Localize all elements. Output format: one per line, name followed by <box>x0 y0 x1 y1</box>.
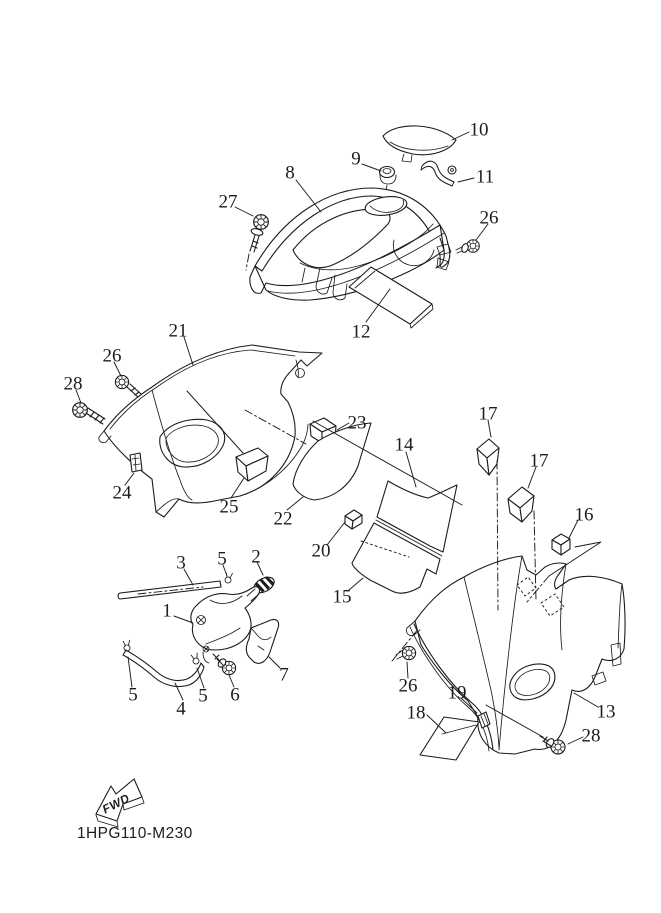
part-11-bracket <box>421 161 454 186</box>
callout-19: 19 <box>447 682 467 704</box>
callout-27: 27 <box>218 191 238 213</box>
part-17-damper-b <box>508 487 534 522</box>
part-16-damper <box>552 534 570 555</box>
fiche-code: 1HPG110-M230 <box>77 825 193 842</box>
callout-23: 23 <box>347 412 367 434</box>
part-20-clip <box>345 510 362 529</box>
fwd-arrow-label: FWD <box>100 790 133 817</box>
callout-8: 8 <box>285 162 295 184</box>
callout-20: 20 <box>311 540 331 562</box>
callout-3: 3 <box>176 552 186 574</box>
callout-17: 17 <box>478 403 498 425</box>
callout-21: 21 <box>168 320 188 342</box>
callout-6: 6 <box>230 684 240 706</box>
callout-25: 25 <box>219 496 239 518</box>
bolt-6 <box>213 654 236 675</box>
callout-17: 17 <box>529 450 549 472</box>
bolt-26-top <box>456 240 479 254</box>
callout-1: 1 <box>162 600 172 622</box>
callout-13: 13 <box>596 701 616 723</box>
callout-10: 10 <box>469 119 489 141</box>
callout-5: 5 <box>198 685 208 707</box>
callout-2: 2 <box>251 546 261 568</box>
callout-26: 26 <box>398 675 418 697</box>
part-10-cap <box>383 126 456 174</box>
callout-5: 5 <box>217 548 227 570</box>
part-5-clip-c <box>123 640 130 651</box>
callout-12: 12 <box>351 321 371 343</box>
part-17-damper-a <box>477 439 499 475</box>
callout-28: 28 <box>581 725 601 747</box>
callout-15: 15 <box>332 586 352 608</box>
fwd-arrow <box>96 779 144 827</box>
part-5-clip-a <box>224 572 232 583</box>
callout-5: 5 <box>128 684 138 706</box>
callout-26: 26 <box>479 207 499 229</box>
part-24-clip <box>130 453 142 472</box>
callout-7: 7 <box>279 664 289 686</box>
callout-4: 4 <box>176 698 186 720</box>
part-3-tube <box>118 581 221 599</box>
part-5-clip-b <box>191 653 200 665</box>
callout-26: 26 <box>102 345 122 367</box>
callout-11: 11 <box>475 166 495 188</box>
callout-24: 24 <box>112 482 132 504</box>
callout-18: 18 <box>406 702 426 724</box>
callout-16: 16 <box>574 504 594 526</box>
callout-14: 14 <box>394 434 414 456</box>
part-18-sheet <box>420 717 479 760</box>
callout-9: 9 <box>351 148 361 170</box>
part-22-sheet <box>293 423 371 500</box>
part-8-top-cover <box>250 188 451 300</box>
bolt-26-mid <box>115 375 141 397</box>
part-21-side-panel <box>99 345 322 517</box>
bolt-26-bottom <box>396 646 416 659</box>
callout-28: 28 <box>63 373 83 395</box>
bolt-28-left <box>73 403 105 424</box>
callout-22: 22 <box>273 508 293 530</box>
